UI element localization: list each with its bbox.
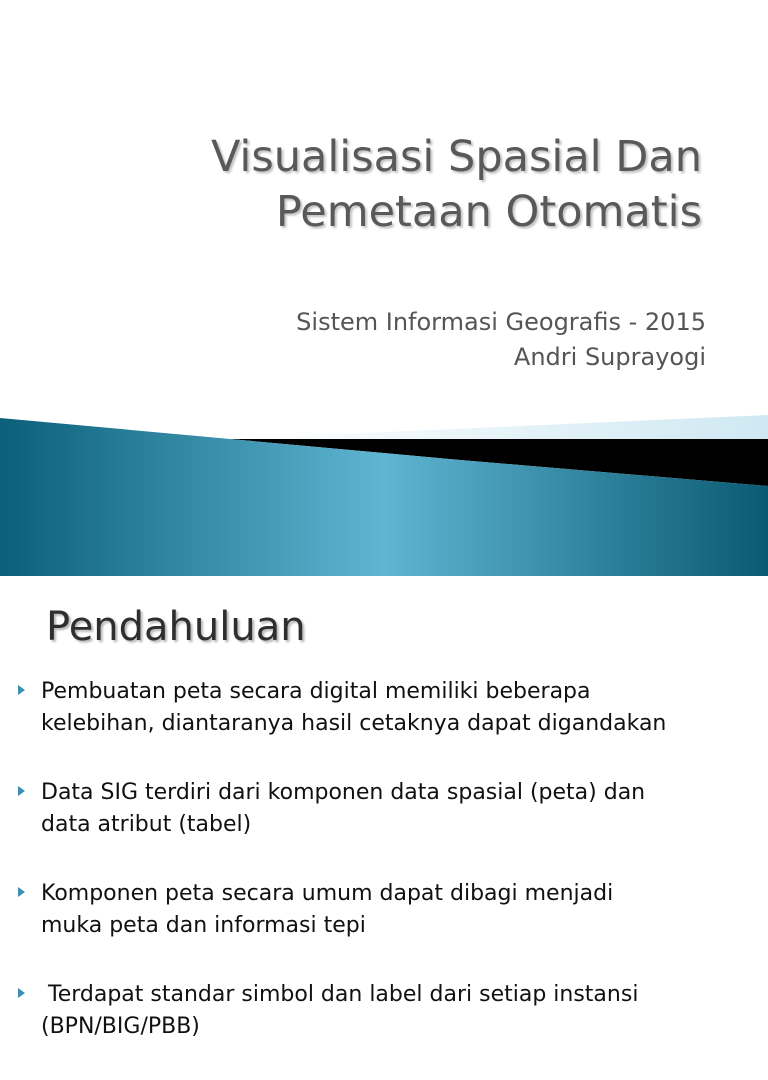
content-slide [0,576,768,1039]
list-item [0,676,768,740]
bullet-2-line-1: Data SIG terdiri dari komponen data spasial (peta) dan [41,780,646,805]
triangle-right-icon [18,887,25,897]
triangle-right-icon [18,988,25,998]
bullet-3-line-2: muka peta dan informasi tepi [41,913,366,938]
triangle-right-icon [18,786,25,796]
bullet-1-line-1: Pembuatan peta secara digital memiliki beberapa [41,679,591,704]
list-item [0,878,768,942]
slide-title [22,130,702,240]
decorative-wave-band [0,410,768,576]
subtitle-course: Sistem Informasi Geografis - 2015 [296,308,706,336]
triangle-right-icon [18,685,25,695]
subtitle-author: Andri Suprayogi [513,343,706,371]
bullet-4-line-2: (BPN/BIG/PBB) [41,1014,200,1039]
bullet-2-line-2: data atribut (tabel) [41,812,252,837]
bullet-4-line-1: Terdapat standar simbol dan label dari setiap instansi [41,982,639,1007]
slide-title-line-1: Visualisasi Spasial Dan [210,132,702,182]
wave-pale-stripe [230,415,768,439]
bullet-1-line-2: kelebihan, diantaranya hasil cetaknya dapat digandakan [41,711,667,736]
bullet-3-line-1: Komponen peta secara umum dapat dibagi menjadi [41,881,614,906]
slide-subtitle [26,305,706,375]
list-item [0,777,768,841]
section-heading: Pendahuluan [46,604,306,650]
slide-title-line-2: Pemetaan Otomatis [275,187,702,237]
bullet-list [0,676,768,1080]
list-item [0,979,768,1043]
